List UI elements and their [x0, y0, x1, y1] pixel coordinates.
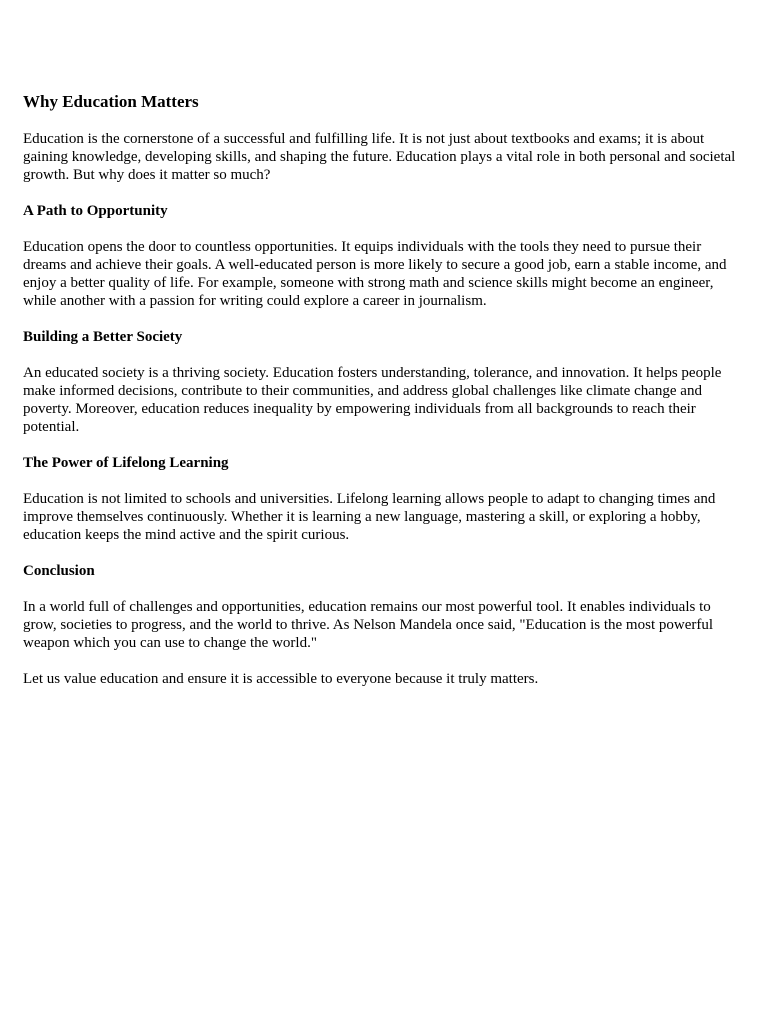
section-body-society: An educated society is a thriving society. Education fosters understanding, tolerance, and innovation. It helps people make informed decisions, contribute to their communities, and address global challenges like climate change and poverty. Moreover, education reduces inequality by empowering individuals from all backgrounds to reach their potential. — [23, 365, 722, 435]
section-heading-opportunity: A Path to Opportunity — [23, 203, 168, 219]
section-body-lifelong-learning: Education is not limited to schools and universities. Lifelong learning allows people to adapt to changing times and improve themselves continuously. Whether it is learning a new language, mastering a skill, or exploring a hobby, education keeps the mind active and the spirit curious. — [23, 491, 716, 543]
intro-paragraph: Education is the cornerstone of a successful and fulfilling life. It is not just about textbooks and exams; it is about gaining knowledge, developing skills, and shaping the future. Education plays a vital role in both personal and societal growth. But why does it matter so much? — [23, 131, 736, 183]
section-heading-society: Building a Better Society — [23, 329, 183, 345]
section-body-conclusion: In a world full of challenges and opportunities, education remains our most powerful tool. It enables individuals to grow, societies to progress, and the world to thrive. As Nelson Mandela once said, "Education is the most powerful weapon which you can use to change the world." — [23, 599, 714, 651]
section-heading-lifelong-learning: The Power of Lifelong Learning — [23, 455, 229, 471]
page-title: Why Education Matters — [23, 92, 199, 111]
section-body-opportunity: Education opens the door to countless opportunities. It equips individuals with the tools they need to pursue their dreams and achieve their goals. A well-educated person is more likely to secure a good job, earn a stable income, and enjoy a better quality of life. For example, someone with strong math and science skills might become an engineer, while another with a passion for writing could explore a career in journalism. — [23, 239, 727, 309]
section-heading-conclusion: Conclusion — [23, 563, 95, 579]
closing-paragraph: Let us value education and ensure it is accessible to everyone because it truly matters. — [23, 671, 539, 687]
